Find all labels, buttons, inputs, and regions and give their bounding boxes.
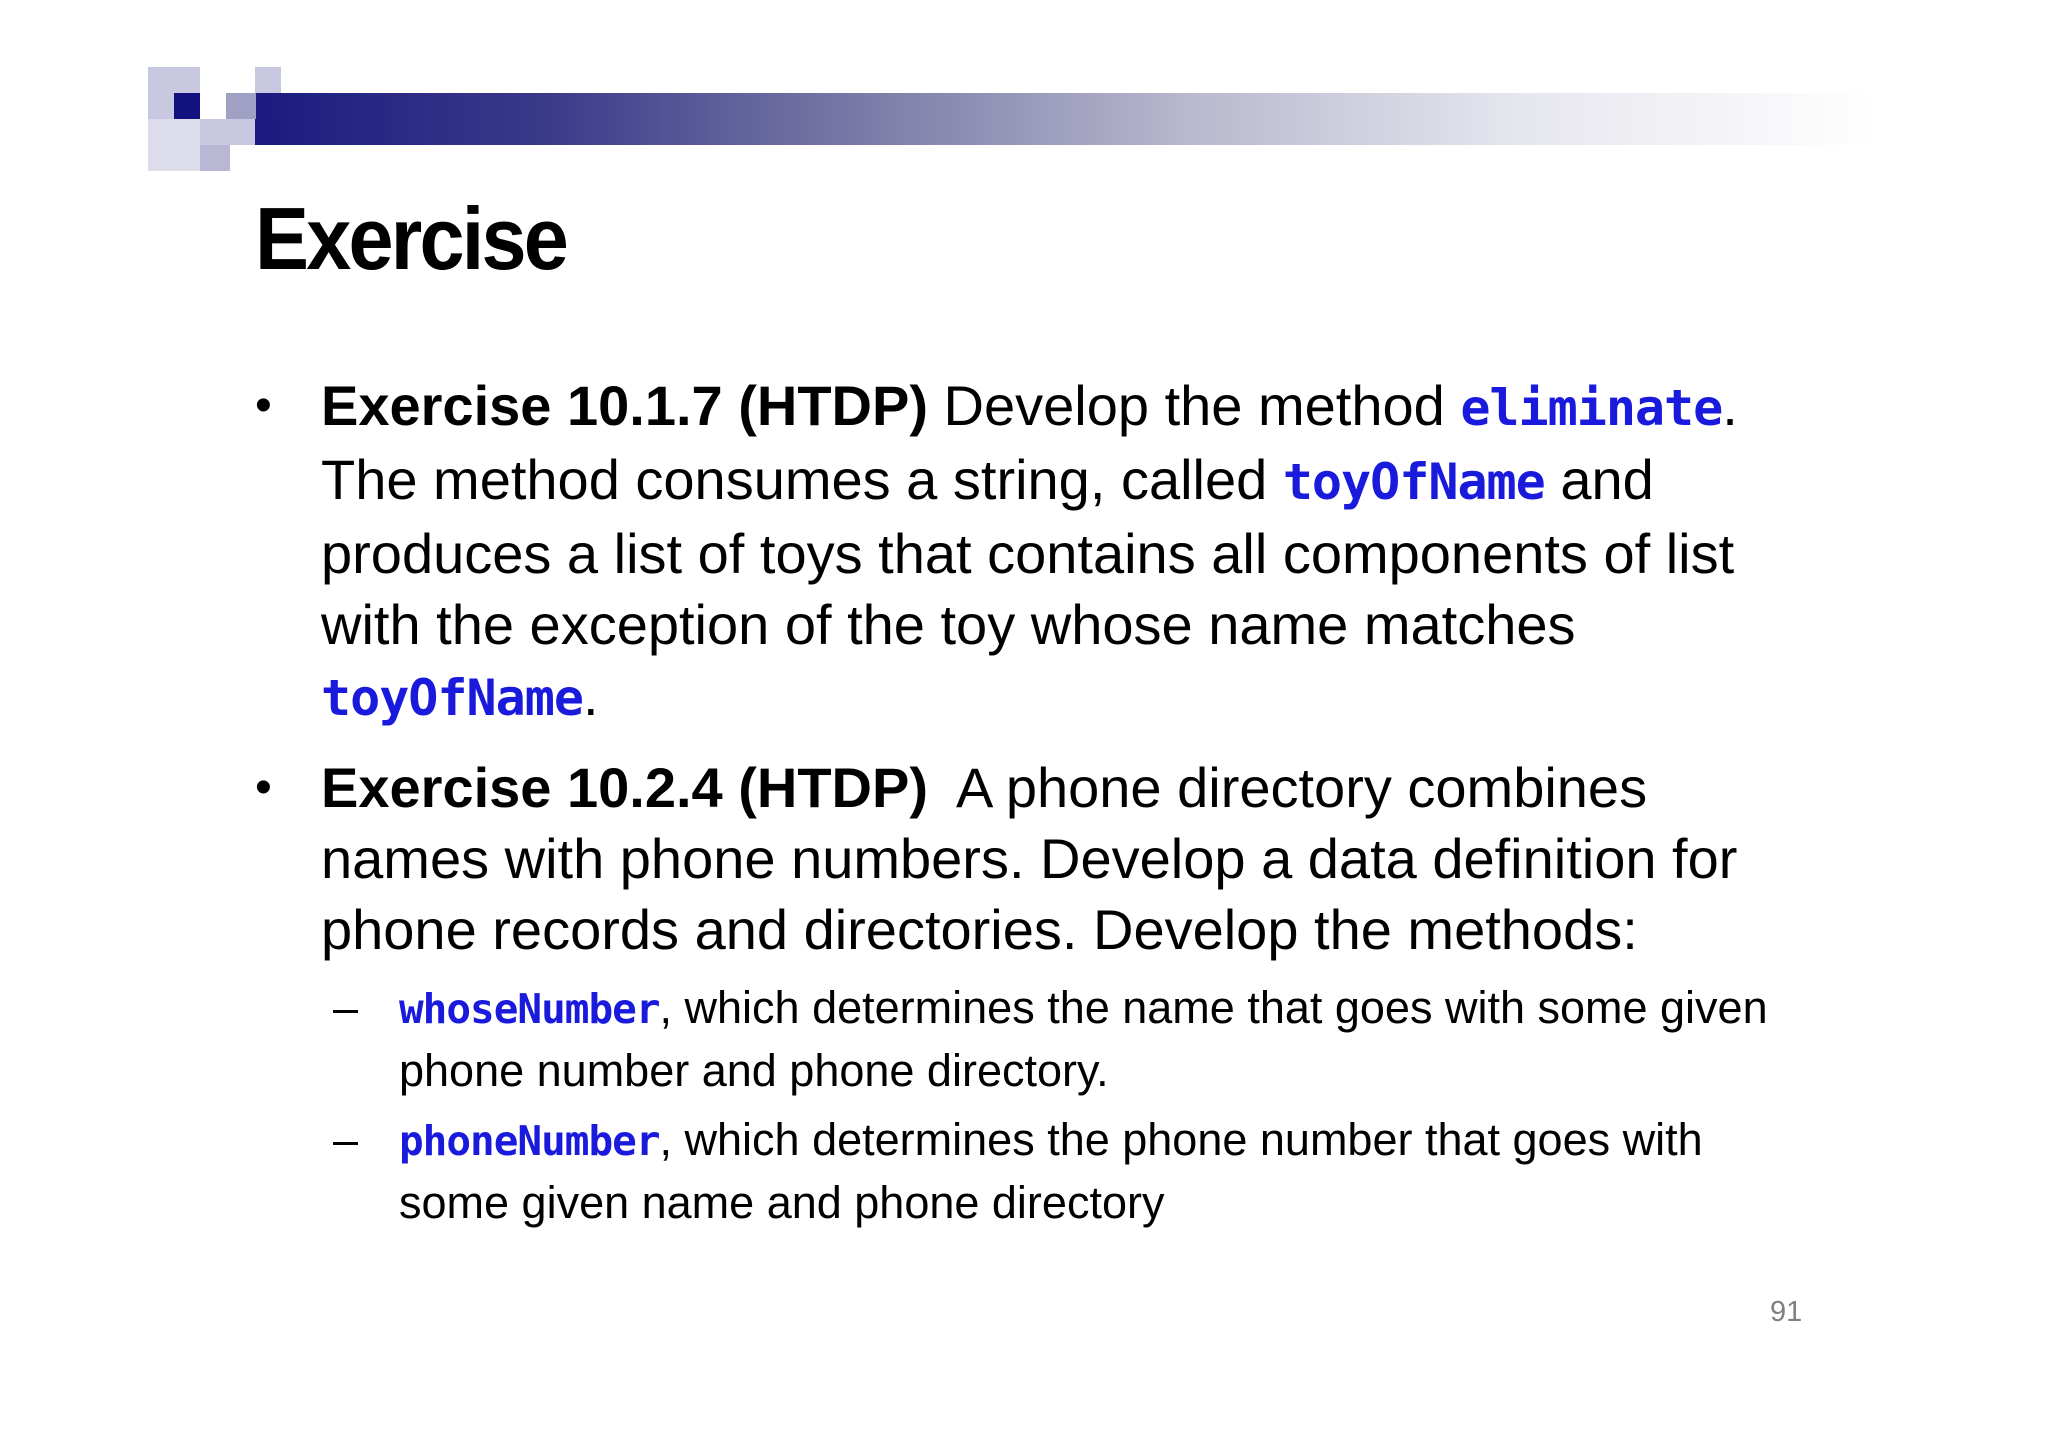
bullet-text: A phone directory combines names with phone numbers. Develop a data definition for phone records and directories. Develop the methods: <box>321 756 1753 961</box>
code-term-whosenumber: whoseNumber <box>399 985 660 1033</box>
bullet-text: . The method consumes a string, called <box>321 374 1738 511</box>
decor-square-dark-1 <box>174 93 200 119</box>
code-term-toyofname: toyOfName <box>321 669 583 727</box>
page-number: 91 <box>1770 1296 1803 1328</box>
decor-square-dark-2 <box>226 93 256 119</box>
bullet-text: . <box>582 664 599 727</box>
bullet-item-exercise-10-1-7 <box>255 370 1815 734</box>
slide-title: Exercise <box>255 189 567 288</box>
exercise-heading: Exercise 10.2.4 (HTDP) <box>321 756 928 819</box>
sub-bullet-text: , which determines the name that goes with some given phone number and phone directory. <box>399 982 1768 1096</box>
sub-bullet-item-whosenumber <box>321 977 1815 1101</box>
code-term-phonenumber: phoneNumber <box>399 1117 660 1165</box>
slide-content <box>255 370 1815 1233</box>
bullet-marker: • <box>255 761 272 814</box>
code-term-eliminate: eliminate <box>1460 379 1723 437</box>
decor-square-light-4 <box>226 119 256 145</box>
sub-bullet-item-phonenumber <box>321 1109 1815 1233</box>
sub-bullet-text: , which determines the phone number that goes with some given name and phone directory <box>399 1114 1703 1228</box>
decor-square-light-3 <box>200 119 226 145</box>
decor-square-light-2 <box>148 119 200 171</box>
decor-square-dark-3 <box>255 119 281 145</box>
sub-bullet-list <box>321 977 1815 1233</box>
sub-bullet-marker: – <box>333 1114 359 1165</box>
decor-square-light-5 <box>200 145 230 171</box>
exercise-heading: Exercise 10.1.7 (HTDP) <box>321 374 928 437</box>
bullet-text: Develop the method <box>927 374 1461 437</box>
decor-square-light-6 <box>255 67 281 93</box>
bullet-item-exercise-10-2-4 <box>255 752 1815 1233</box>
sub-bullet-marker: – <box>333 982 359 1033</box>
bullet-text: and produces a list of toys that contains all components of list with the exception of the toy whose name matches <box>321 448 1735 656</box>
code-term-toyofname: toyOfName <box>1282 453 1545 511</box>
header-gradient-bar <box>255 93 1875 145</box>
bullet-marker: • <box>255 379 272 432</box>
